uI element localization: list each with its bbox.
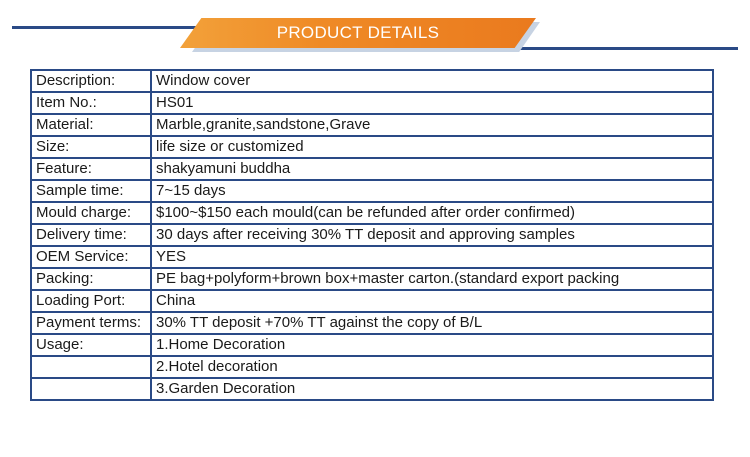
table-row xyxy=(31,246,713,268)
row-value: 30% TT deposit +70% TT against the copy of B/L xyxy=(151,312,713,334)
table-row xyxy=(31,92,713,114)
table-row xyxy=(31,180,713,202)
row-value: $100~$150 each mould(can be refunded after order confirmed) xyxy=(151,202,713,224)
table-row xyxy=(31,70,713,92)
page-title: PRODUCT DETAILS xyxy=(276,23,440,42)
row-label: Feature: xyxy=(31,158,151,180)
table-row xyxy=(31,158,713,180)
header xyxy=(0,0,750,60)
row-label: Loading Port: xyxy=(31,290,151,312)
table-row xyxy=(31,136,713,158)
row-label: OEM Service: xyxy=(31,246,151,268)
row-label: Material: xyxy=(31,114,151,136)
row-value: shakyamuni buddha xyxy=(151,158,713,180)
row-value: Marble,granite,sandstone,Grave xyxy=(151,114,713,136)
table-row xyxy=(31,312,713,334)
row-value: life size or customized xyxy=(151,136,713,158)
row-label: Usage: xyxy=(31,334,151,356)
table-row xyxy=(31,224,713,246)
table-row xyxy=(31,356,713,378)
table-row xyxy=(31,378,713,400)
row-value: China xyxy=(151,290,713,312)
table-row xyxy=(31,202,713,224)
table-row xyxy=(31,114,713,136)
row-label: Item No.: xyxy=(31,92,151,114)
row-label: Delivery time: xyxy=(31,224,151,246)
product-details-table xyxy=(30,69,714,401)
row-value: PE bag+polyform+brown box+master carton.(standard export packing xyxy=(151,268,713,290)
row-value: 2.Hotel decoration xyxy=(151,356,713,378)
row-label: Packing: xyxy=(31,268,151,290)
row-value: Window cover xyxy=(151,70,713,92)
row-value: HS01 xyxy=(151,92,713,114)
header-rule-right xyxy=(520,47,738,50)
row-value: 7~15 days xyxy=(151,180,713,202)
row-label xyxy=(31,356,151,378)
table-row xyxy=(31,290,713,312)
row-label xyxy=(31,378,151,400)
table-row xyxy=(31,334,713,356)
row-label: Mould charge: xyxy=(31,202,151,224)
row-value: YES xyxy=(151,246,713,268)
row-value: 3.Garden Decoration xyxy=(151,378,713,400)
row-label: Size: xyxy=(31,136,151,158)
row-label: Description: xyxy=(31,70,151,92)
row-label: Payment terms: xyxy=(31,312,151,334)
table-row xyxy=(31,268,713,290)
row-label: Sample time: xyxy=(31,180,151,202)
row-value: 1.Home Decoration xyxy=(151,334,713,356)
row-value: 30 days after receiving 30% TT deposit and approving samples xyxy=(151,224,713,246)
